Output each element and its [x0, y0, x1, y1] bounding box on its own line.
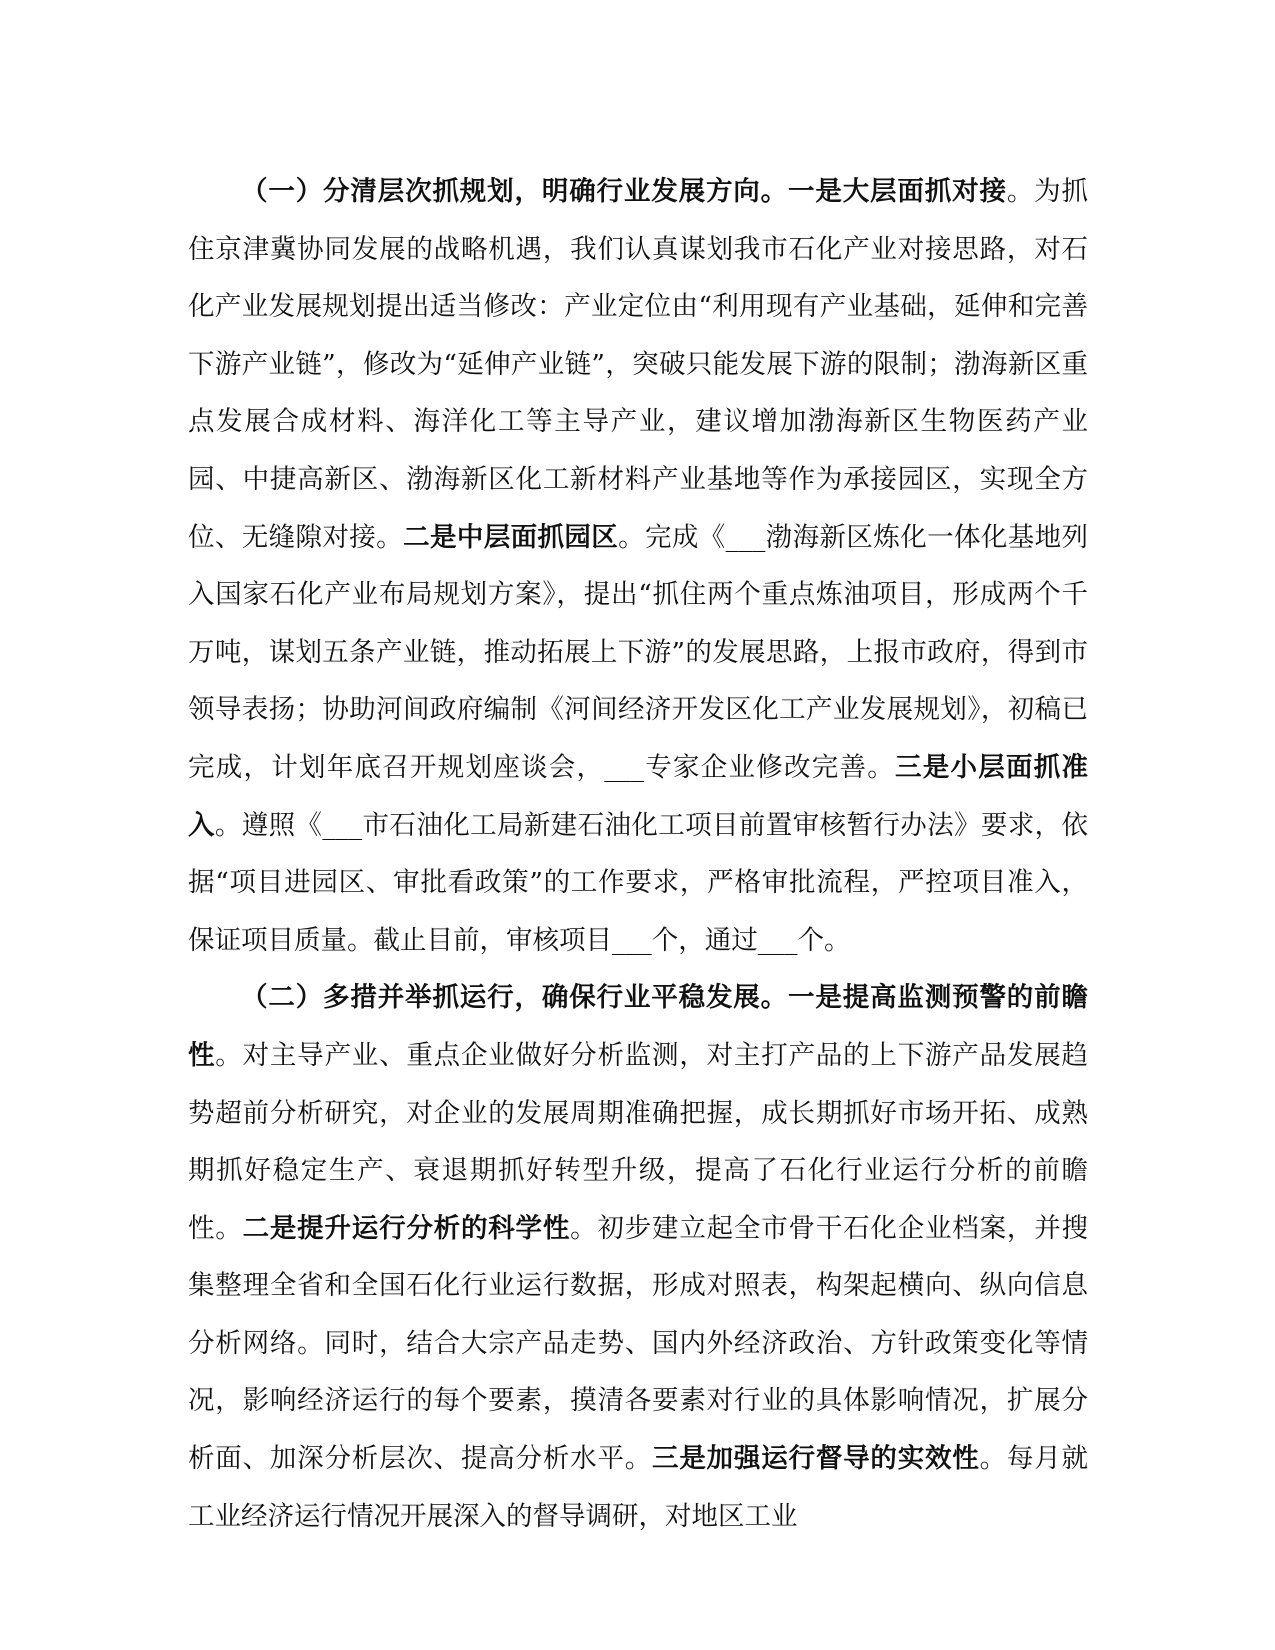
body-text: 。遵照《___市石油化工局新建石油化工项目前置审核暂行办法》要求，依据“项目进园区、审批看政策”的工作要求，严格审批流程，严控项目准入，保证项目质量。截止目前，审核项目___个，通过___个。: [188, 809, 1089, 956]
point-heading: 三是小层面抓准入: [188, 751, 1088, 841]
body-text: 。对主导产业、重点企业做好分析监测，对主打产品的上下游产品发展趋势超前分析研究，对企业的发展周期准确把握，成长期抓好市场开拓、成熟期抓好稳定生产、衰退期抓好转型升级，提高了石化行业运行分析的前瞻性。: [188, 1039, 1088, 1244]
section-heading-planning: （一）分清层次抓规划，明确行业发展方向。: [241, 176, 788, 207]
document-body: [188, 163, 1088, 1545]
body-text: 。每月就工业经济运行情况开展深入的督导调研，对地区工业: [188, 1443, 1088, 1532]
paragraph-operation: [188, 969, 1088, 1545]
point-heading: 二是中层面抓园区: [403, 521, 619, 553]
point-heading: 一是大层面抓对接: [788, 176, 1007, 207]
section-heading-operation: （二）多措并举抓运行，确保行业平稳发展。: [241, 982, 788, 1014]
point-heading: 一是提高监测预警的前瞻性: [188, 982, 1088, 1071]
body-text: 。为抓住京津冀协同发展的战略机遇，我们认真谋划我市石化产业对接思路，对石化产业发展规划提出适当修改：产业定位由“利用现有产业基础，延伸和完善下游产业链”，修改为“延伸产业链”，突破只能发展下游的限制；渤海新区重点发展合成材料、海洋化工等主导产业，建议增加渤海新区生物医药产业园、中捷高新区、渤海新区化工新材料产业基地等作为承接园区，实现全方位、无缝隙对接。: [188, 176, 1089, 553]
point-heading: 三是加强运行督导的实效性: [652, 1443, 980, 1475]
paragraph-planning: [188, 163, 1088, 969]
point-heading: 二是提升运行分析的科学性: [242, 1212, 571, 1244]
body-text: 。完成《___渤海新区炼化一体化基地列入国家石化产业布局规划方案》，提出“抓住两个重点炼油项目，形成两个千万吨，谋划五条产业链，推动拓展上下游”的发展思路，上报市政府，得到市领导表扬；协助河间政府编制《河间经济开发区化工产业发展规划》，初稿已完成，计划年底召开规划座谈会，___专家企业修改完善。: [188, 521, 1088, 783]
body-text: 。初步建立起全市骨干石化企业档案，并搜集整理全省和全国石化行业运行数据，形成对照表，构架起横向、纵向信息分析网络。同时，结合大宗产品走势、国内外经济政治、方针政策变化等情况，影响经济运行的每个要素，摸清各要素对行业的具体影响情况，扩展分析面、加深分析层次、提高分析水平。: [188, 1212, 1088, 1475]
